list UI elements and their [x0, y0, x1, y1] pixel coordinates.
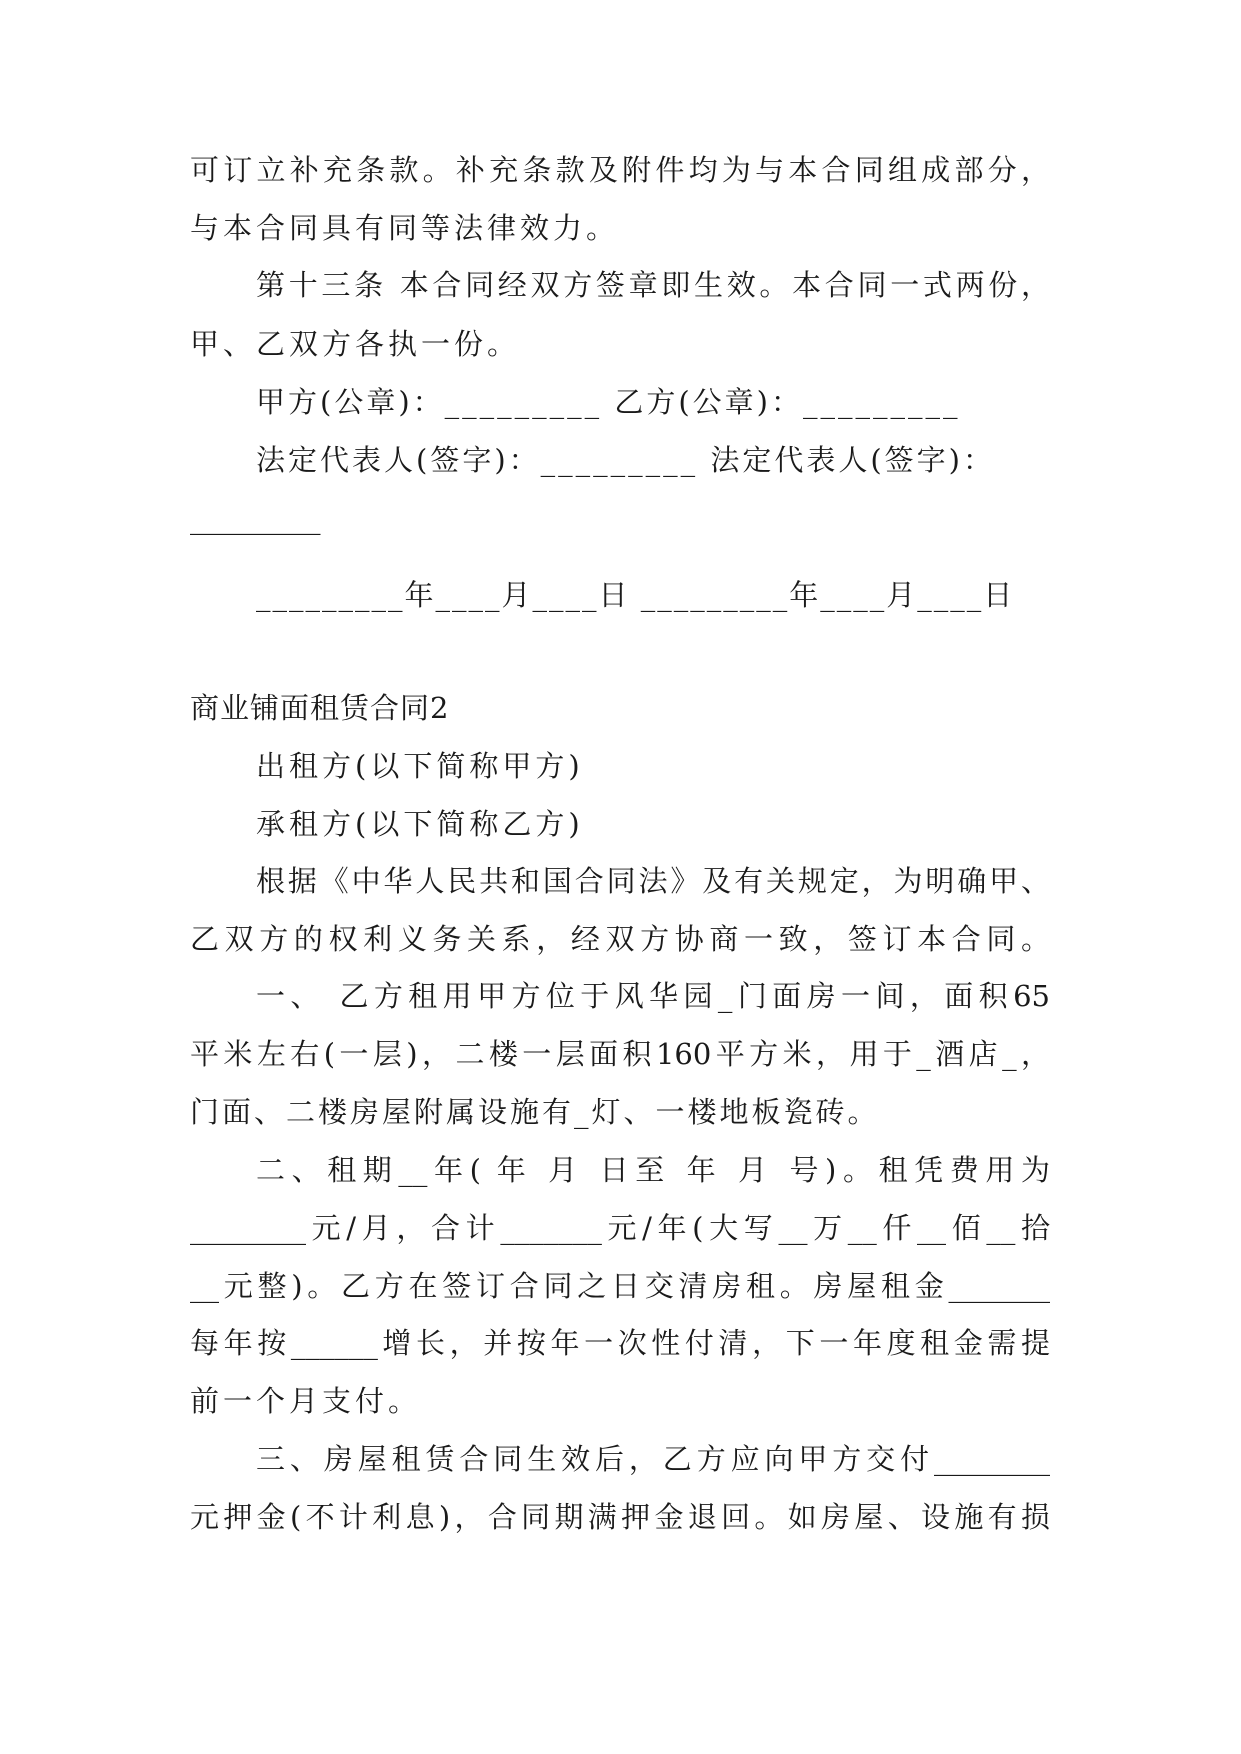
- lessee-line: 承租方(以下简称乙方): [256, 807, 584, 841]
- text-line: __元整)。乙方在签订合同之日交清房租。房屋租金_______: [190, 1269, 1050, 1303]
- signature-blank: _________: [190, 501, 321, 535]
- date-line: _________年____月____日 _________年____月____日: [256, 578, 1015, 612]
- clause-1-line: 一、 乙方租用甲方位于风华园_门面房一间，面积65: [256, 979, 1050, 1013]
- text-line: ________元/月，合计_______元/年(大写__万__仟__佰__拾: [190, 1211, 1050, 1245]
- text-line: 前一个月支付。: [190, 1384, 422, 1418]
- contract-title: 商业铺面租赁合同2: [190, 691, 450, 725]
- text-line: 可订立补充条款。补充条款及附件均为与本合同组成部分，: [190, 153, 1050, 187]
- legal-rep-line: 法定代表人(签字)：_________ 法定代表人(签字)：: [256, 443, 995, 477]
- text-line: 乙双方的权利义务关系，经双方协商一致，签订本合同。: [190, 922, 1050, 956]
- text-line: 元押金(不计利息)，合同期满押金退回。如房屋、设施有损: [190, 1500, 1050, 1534]
- clause-13-line: 第十三条 本合同经双方签章即生效。本合同一式两份，: [256, 268, 1050, 302]
- text-line: 每年按______增长，并按年一次性付清，下一年度租金需提: [190, 1326, 1050, 1360]
- text-line: 平米左右(一层)，二楼一层面积160平方米，用于_酒店_，: [190, 1037, 1050, 1071]
- preamble-line: 根据《中华人民共和国合同法》及有关规定，为明确甲、: [256, 864, 1050, 898]
- text-line: 与本合同具有同等法律效力。: [190, 211, 620, 245]
- clause-2-line: 二、租期__年( 年 月 日至 年 月 号)。租凭费用为: [256, 1153, 1050, 1187]
- text-line: 甲、乙双方各执一份。: [190, 327, 521, 361]
- text-line: 门面、二楼房屋附属设施有_灯、一楼地板瓷砖。: [190, 1095, 880, 1129]
- lessor-line: 出租方(以下简称甲方): [256, 749, 584, 783]
- clause-3-line: 三、房屋租赁合同生效后，乙方应向甲方交付________: [256, 1442, 1050, 1476]
- party-seal-line: 甲方(公章)：_________ 乙方(公章)：_________: [256, 385, 961, 419]
